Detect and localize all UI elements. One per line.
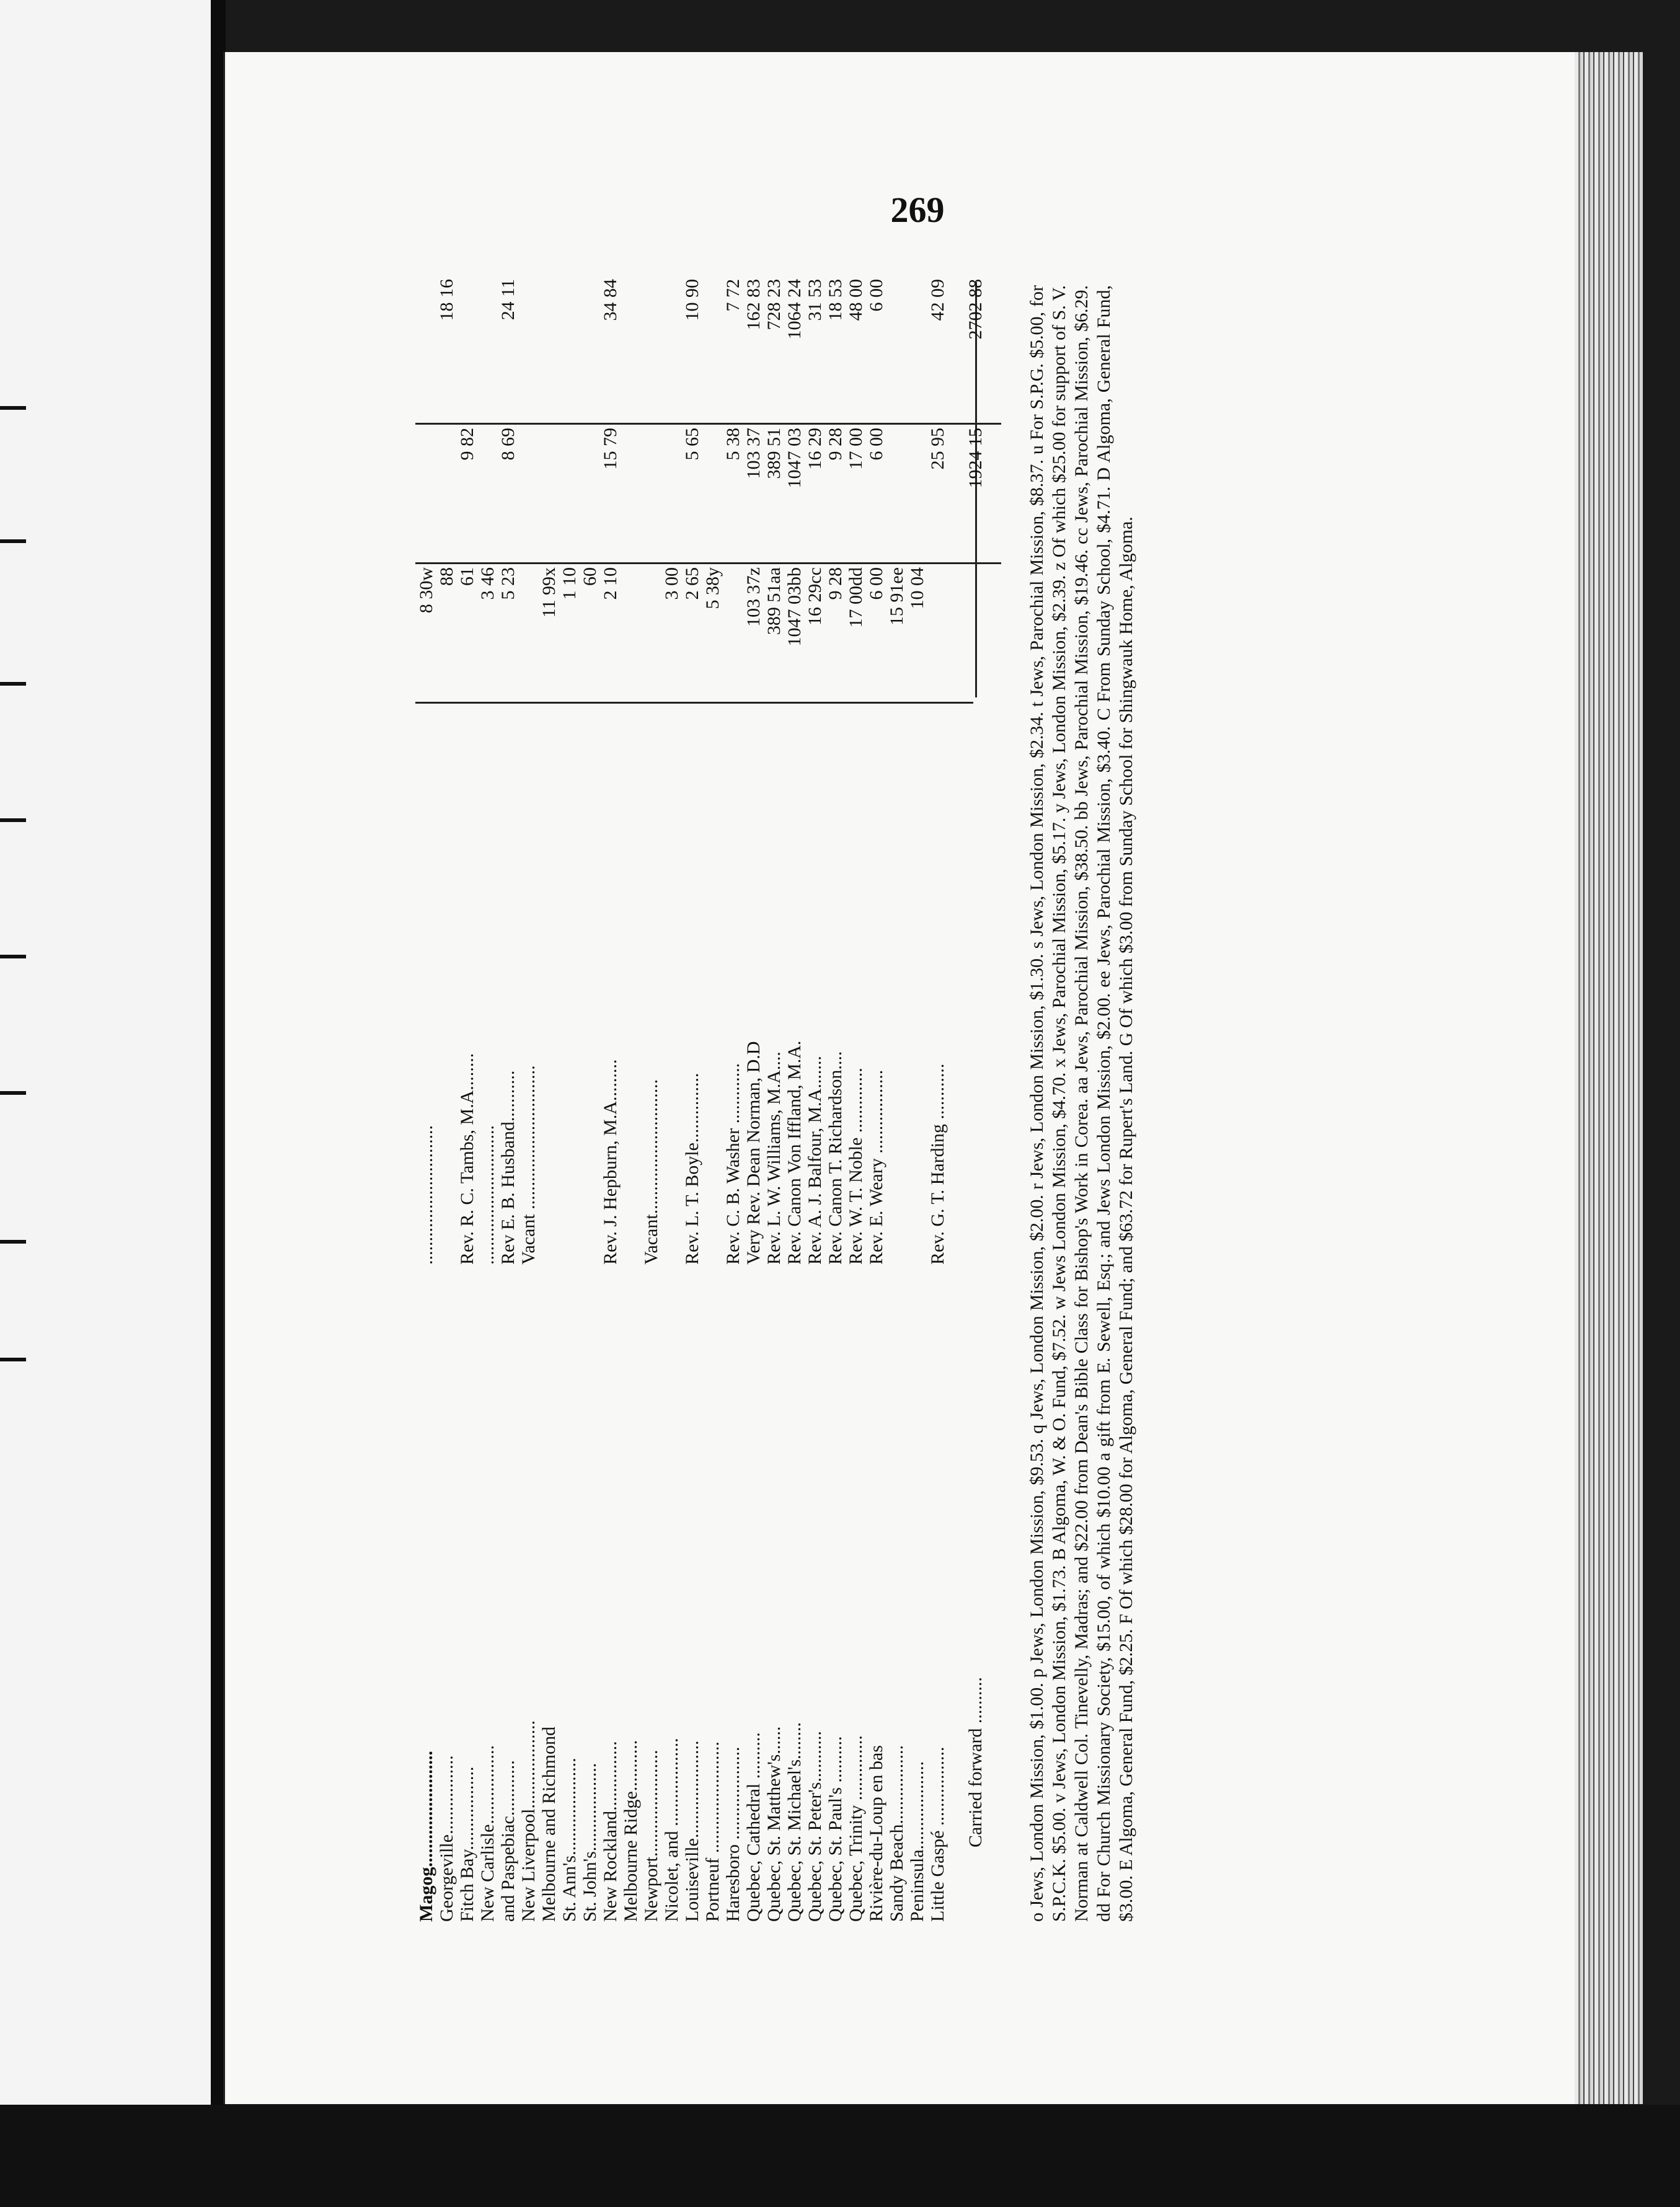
subscription-total-cell	[906, 428, 929, 561]
margin-mark	[0, 539, 26, 543]
table-row	[845, 273, 867, 1922]
clergy-cell: Rev E. B. Husband...........	[498, 1070, 518, 1265]
subscription-total-cell	[702, 428, 724, 561]
clergy-cell: Rev. Canon Von Iffland, M.A.	[784, 1040, 805, 1265]
subscription-total-cell	[436, 428, 458, 561]
table-row	[640, 273, 663, 1922]
subscription-total-cell: 6 00	[866, 428, 886, 461]
subscription-total-cell: 25 95	[927, 428, 948, 470]
parish-cell: New Carlisle.................	[477, 1745, 498, 1922]
clergy-cell	[702, 707, 724, 1265]
parish-total-cell	[906, 279, 929, 422]
subscription-cell: 1047 03bb	[784, 567, 805, 647]
parish-total-cell	[538, 279, 560, 422]
table-row	[825, 273, 847, 1922]
clergy-cell	[620, 707, 642, 1265]
rotated-content	[415, 273, 1184, 1922]
parish-total-cell	[477, 279, 499, 422]
subscription-cell: 8 30w	[416, 567, 436, 614]
subscription-cell: 61	[457, 567, 477, 586]
subscription-total-cell: 9 82	[457, 428, 477, 461]
parish-total-cell	[620, 279, 642, 422]
clergy-cell	[436, 707, 458, 1265]
table-row	[886, 273, 908, 1922]
subscription-total-cell	[886, 428, 908, 561]
subscription-total-cell: 389 51	[764, 428, 784, 479]
parish-cell: Rivière-du-Loup en bas	[866, 1745, 886, 1922]
parish-total-cell	[415, 279, 438, 422]
subscription-total-cell: 9 28	[825, 428, 846, 461]
parish-cell: New Liverpool...................	[518, 1720, 539, 1922]
parish-total-cell: 18 53	[825, 279, 846, 321]
table-row	[620, 273, 642, 1922]
clergy-cell	[559, 707, 581, 1265]
table-row	[804, 273, 826, 1922]
subscription-cell: 3 00	[661, 567, 682, 600]
subscription-cell	[722, 567, 745, 697]
parish-cell: Quebec, Cathedral ..........	[743, 1732, 764, 1922]
footnotes	[1026, 285, 1181, 1922]
clergy-cell: Rev. C. B. Washer .............	[723, 1063, 743, 1265]
subscription-total-cell: 103 37	[743, 428, 764, 479]
parish-cell: Nicolet, and ...................	[661, 1738, 682, 1922]
subscription-cell: 2 65	[682, 567, 702, 600]
parish-cell: Sandy Beach.................	[886, 1745, 907, 1922]
parish-cell: Little Gaspé .................	[927, 1746, 948, 1922]
subscription-cell	[620, 567, 642, 697]
clergy-cell: Rev. A. J. Balfour, M.A.......	[805, 1056, 825, 1265]
clergy-cell	[886, 707, 908, 1265]
table-row	[518, 273, 540, 1922]
subscription-cell	[927, 567, 949, 697]
table-row	[927, 273, 949, 1922]
subscription-cell: 1 10	[559, 567, 580, 600]
subscription-total-cell	[640, 428, 663, 561]
subscription-cell	[518, 567, 540, 697]
subscription-total-cell: 8 69	[498, 428, 518, 461]
subscription-cell: 17 00dd	[846, 567, 866, 628]
subscription-total-cell: 1047 03	[784, 428, 805, 489]
subscription-total-cell: 17 00	[846, 428, 866, 470]
clergy-cell	[538, 707, 560, 1265]
subscription-cell: 60	[580, 567, 600, 586]
page-number: 269	[890, 190, 945, 230]
subscription-cell: 10 04	[907, 567, 927, 609]
margin-mark	[0, 682, 26, 686]
clergy-cell: Rev. R. C. Tambs, M.A........	[457, 1053, 477, 1265]
margin-mark	[0, 1091, 26, 1095]
parish-cell: Quebec, Trinity ..............	[846, 1735, 866, 1922]
subscription-cell: 16 29cc	[805, 567, 825, 626]
table-row	[599, 273, 622, 1922]
clergy-cell: Rev. W. T. Noble ..............	[846, 1068, 866, 1265]
table-row	[538, 273, 560, 1922]
subscription-cell: 9 28	[825, 567, 846, 600]
margin-mark	[0, 955, 26, 958]
parish-total-cell: 10 90	[682, 279, 702, 321]
parish-total-cell: 7 72	[723, 279, 743, 312]
subscription-total-cell	[620, 428, 642, 561]
parish-cell: Fitch Bay..................	[457, 1766, 477, 1922]
subscription-cell: 6 00	[866, 567, 886, 600]
table-row	[722, 273, 745, 1922]
subscription-total-cell: 5 65	[682, 428, 702, 461]
carried-forward-subscriptions: 1924 15	[965, 428, 986, 489]
parish-cell: Melbourne and Richmond	[539, 1727, 559, 1922]
clergy-cell: Vacant ...............................	[518, 1065, 539, 1265]
subscription-total-cell	[559, 428, 581, 561]
margin-mark	[0, 1358, 26, 1361]
clergy-cell: ..............................	[477, 1125, 498, 1265]
clergy-cell: Rev. J. Hepburn, M.A.........	[600, 1059, 621, 1265]
parish-total-cell: 6 00	[866, 279, 886, 312]
subscription-cell: 389 51aa	[764, 567, 784, 635]
table-row	[906, 273, 929, 1922]
parish-total-cell: 42 09	[927, 279, 948, 321]
table-row	[477, 273, 499, 1922]
parish-total-cell	[640, 279, 663, 422]
subscription-total-cell	[538, 428, 560, 561]
subscription-total-cell	[579, 428, 601, 561]
subscription-total-cell	[518, 428, 540, 561]
parish-cell: New Rockland...............	[600, 1741, 621, 1922]
scanner-bottom	[0, 2105, 1680, 2207]
parish-cell: Georgeville.................	[436, 1755, 457, 1922]
margin-mark	[0, 406, 26, 410]
carried-forward-total: 2702 88	[965, 279, 986, 340]
clergy-cell: Very Rev. Dean Norman, D.D	[743, 1041, 764, 1265]
parish-total-cell: 18 16	[436, 279, 457, 321]
table-row	[661, 273, 683, 1922]
table-row	[702, 273, 724, 1922]
clergy-cell	[661, 707, 683, 1265]
subscription-cell	[640, 567, 663, 697]
clergy-cell: Vacant.............................	[641, 1079, 661, 1265]
subscription-cell: 2 10	[600, 567, 621, 600]
parish-total-cell	[661, 279, 683, 422]
parish-cell: Portneuf ........................	[702, 1741, 723, 1922]
contributions-table	[415, 273, 1001, 1922]
parish-total-cell: 24 11	[498, 279, 518, 321]
clergy-cell	[906, 707, 929, 1265]
parish-cell: and Paspebiac............	[498, 1760, 518, 1922]
table-row	[456, 273, 479, 1922]
subscription-cell: 15 91ee	[886, 567, 907, 626]
clergy-cell: Rev. G. T. Harding ............	[927, 1063, 948, 1265]
parish-total-cell: 48 00	[846, 279, 866, 321]
page-edge	[1575, 52, 1643, 2104]
parish-total-cell: 728 23	[764, 279, 784, 330]
subscription-cell: 5 23	[498, 567, 518, 600]
clergy-cell	[579, 707, 601, 1265]
subscription-cell: 5 38y	[702, 567, 723, 609]
clergy-cell: Rev. L. T. Boyle...............	[682, 1073, 702, 1265]
clergy-cell: ..............................	[416, 1125, 436, 1265]
carried-forward-row	[965, 273, 987, 1922]
table-row	[436, 273, 458, 1922]
parish-cell: Haresboro ....................	[723, 1746, 743, 1922]
subscription-total-cell	[477, 428, 499, 561]
parish-total-cell: 31 53	[805, 279, 825, 321]
subscription-total-cell	[415, 428, 438, 561]
parish-cell: Peninsula...................	[907, 1761, 927, 1922]
parish-cell: Louiseville.....................	[682, 1740, 702, 1922]
subscription-cell: 3 46	[477, 567, 498, 600]
table-row	[763, 273, 785, 1922]
parish-total-cell	[702, 279, 724, 422]
table-row	[579, 273, 601, 1922]
table-row	[559, 273, 581, 1922]
parish-cell: Quebec, St. Matthew's......	[764, 1726, 784, 1922]
subscription-total-cell: 5 38	[723, 428, 743, 461]
table-row	[415, 273, 438, 1922]
parish-total-cell: 162 83	[743, 279, 764, 330]
parish-total-cell	[886, 279, 908, 422]
footnotes-text: o Jews, London Mission, $1.00. p Jews, London Mission, $9.53. q Jews, London Mission, $2.00. r Jews, London Mission, $1.30. s Jews, London Mission, $2.34. t Jews, Parochial Mission, $8.37. u For S.P.G. $5.00, for S.P.C.K. $5.00. v Jews, London Mission, $1.73. B Algoma, W. & O. Fund, $7.52. w Jews London Mission, $4.70. x Jews, Parochial Mission, $5.17. y Jews, London Mission, $2.39. z Of which $25.00 for support of S. V. Norman at Caldwell Col. Tinevelly, Madras; and $22.00 from Dean's Bible Class for Bishop's Work in Corea. aa Jews, Parochial Mission, $38.50. bb Jews, Parochial Mission, $19.46. cc Jews, Parochial Mission, $6.29. dd For Church Missionary Society, $15.00, of which $10.00 a gift from E. Sewell, Esq.; and Jews London Mission, $2.00. ee Jews, Parochial Mission, $3.40. C From Sunday School, $4.71. D Algoma, General Fund, $3.00. E Algoma, General Fund, $2.25. F Of which $28.00 for Algoma, General Fund; and $63.72 for Rupert's Land. G Of which $3.00 from Sunday School for Shingwauk Home, Algoma.	[1027, 285, 1136, 1922]
scanner-left-margin	[0, 0, 211, 2207]
subscription-cell: 11 99x	[539, 567, 559, 618]
clergy-cell: Rev. E. Weary ..................	[866, 1069, 886, 1265]
parish-total-cell	[579, 279, 601, 422]
carried-forward-label: Carried forward ..........	[965, 1677, 986, 1847]
parish-cell: Quebec, St. Peter's...........	[805, 1731, 825, 1922]
parish-total-cell	[559, 279, 581, 422]
clergy-cell: Rev. Canon T. Richardson....	[825, 1051, 846, 1265]
table-row	[743, 273, 765, 1922]
margin-mark	[0, 818, 26, 822]
parish-cell: Quebec, St. Paul's ..........	[825, 1736, 846, 1922]
parish-cell: St. John's...................	[580, 1763, 600, 1922]
parish-cell: St. Ann's.....................	[559, 1758, 580, 1922]
parish-cell: Melbourne Ridge...........	[621, 1740, 641, 1922]
table-row	[865, 273, 888, 1922]
margin-mark	[0, 1240, 26, 1244]
table-row	[497, 273, 519, 1922]
parish-cell: Quebec, St. Michael's........	[784, 1722, 805, 1922]
parish-total-cell	[518, 279, 540, 422]
parish-total-cell: 34 84	[600, 279, 621, 321]
clergy-cell: Rev. L. W. Williams, M.A....	[764, 1051, 784, 1265]
table-row	[784, 273, 806, 1922]
parish-total-cell: 1064 24	[784, 279, 805, 340]
parish-cell: Magog.........................	[416, 1751, 436, 1922]
table-row	[681, 273, 704, 1922]
subscription-cell: 103 37z	[743, 567, 764, 627]
subscription-cell: 88	[436, 567, 457, 586]
subscription-total-cell	[661, 428, 683, 561]
subscription-total-cell: 15 79	[600, 428, 621, 470]
parish-cell: Newport.......................	[641, 1749, 661, 1922]
parish-total-cell	[456, 279, 479, 422]
subscription-total-cell: 16 29	[805, 428, 825, 470]
